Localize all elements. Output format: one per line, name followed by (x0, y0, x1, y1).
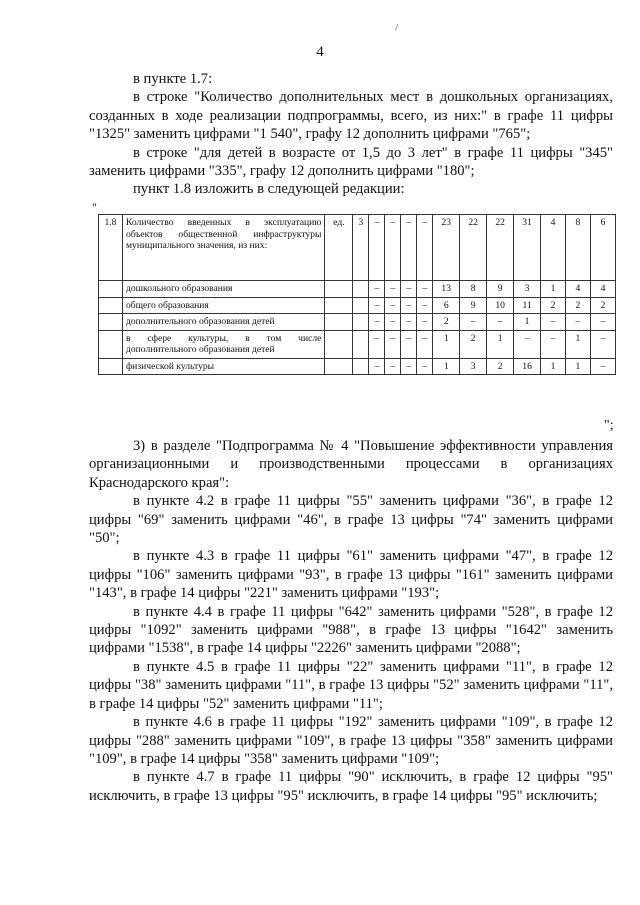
value-cell: 1 (565, 330, 590, 358)
indicator-table (98, 214, 616, 375)
value-cell: – (417, 281, 433, 298)
value-cell: – (369, 330, 385, 358)
value-cell: 9 (460, 297, 487, 314)
row-name: дополнительного образования детей (122, 314, 324, 331)
value-cell: 1 (433, 358, 460, 375)
value-cell: – (385, 330, 401, 358)
table-row (99, 215, 616, 281)
value-cell: – (385, 297, 401, 314)
value-cell: – (401, 297, 417, 314)
value-cell: 1 (487, 330, 514, 358)
body-paragraph: в пункте 4.5 в графе 11 цифры "22" заменить цифрами "11", в графе 12 цифры "38" заменить цифрами "11", в графе 13 цифры "52" заменить цифрами "11", в графе 14 цифры "52" заменить цифрами "11"; (89, 658, 613, 712)
value-cell: 3 (353, 215, 369, 281)
value-cell: – (369, 297, 385, 314)
value-cell: – (590, 314, 615, 331)
intro-paragraph: в пункте 1.7: (133, 71, 213, 87)
value-cell: 11 (514, 297, 541, 314)
row-name: общего образования (122, 297, 324, 314)
value-cell: 23 (433, 215, 460, 281)
quote-close: "; (604, 418, 614, 433)
value-cell: 4 (590, 281, 615, 298)
value-cell: 2 (460, 330, 487, 358)
table-row (99, 281, 616, 298)
value-cell: – (369, 215, 385, 281)
value-cell: – (417, 297, 433, 314)
value-cell: 6 (590, 215, 615, 281)
body-paragraph: в пункте 4.7 в графе 11 цифры "90" исключить, в графе 12 цифры "95" исключить, в графе 13 цифры "95" исключить, в графе 14 цифры "95" исключить; (89, 769, 613, 804)
scan-mark: / (395, 22, 399, 34)
body-paragraph: в пункте 4.6 в графе 11 цифры "192" заменить цифрами "109", в графе 12 цифры "288" заменить цифрами "109", в графе 13 цифры "358" заменить цифрами "109", в графе 14 цифры "358" заменить цифрами "109"; (89, 714, 613, 767)
value-cell: 1 (433, 330, 460, 358)
row-name: физической культуры (122, 358, 324, 375)
table-row (99, 330, 616, 358)
table-row (99, 358, 616, 375)
value-cell: – (385, 358, 401, 375)
value-cell: 13 (433, 281, 460, 298)
value-cell: 8 (460, 281, 487, 298)
value-cell: 3 (514, 281, 541, 298)
value-cell: 2 (541, 297, 566, 314)
value-cell: 4 (565, 281, 590, 298)
value-cell: 1 (541, 281, 566, 298)
intro-paragraph: в строке "для детей в возрасте от 1,5 до 3 лет" в графе 11 цифры "345" заменить цифрами "335", графу 12 дополнить цифрами "180"; (89, 144, 613, 180)
value-cell: 2 (565, 297, 590, 314)
intro-paragraph: пункт 1.8 изложить в следующей редакции: (133, 181, 405, 198)
unit-cell: ед. (325, 215, 353, 281)
value-cell: 4 (541, 215, 566, 281)
row-name: в сфере культуры, в том числе дополнительного образования детей (122, 330, 324, 358)
value-cell: – (514, 330, 541, 358)
value-cell: – (401, 314, 417, 331)
value-cell: – (590, 330, 615, 358)
row-number: 1.8 (99, 215, 123, 281)
value-cell: – (385, 281, 401, 298)
value-cell: 16 (514, 358, 541, 375)
row-name: дошкольного образования (122, 281, 324, 298)
row-name: Количество введенных в эксплуатацию объектов общественной инфраструктуры муниципального значения, из них: (122, 215, 324, 281)
intro-paragraph: в строке "Количество дополнительных мест в дошкольных организациях, созданных в ходе реализации подпрограммы, всего, из них:" в графе 11 цифры "1325" заменить цифрами "1 540", графу 12 дополнить цифрами "765"; (89, 89, 613, 143)
value-cell: 22 (460, 215, 487, 281)
value-cell: 1 (514, 314, 541, 331)
value-cell: – (417, 314, 433, 331)
value-cell: 8 (565, 215, 590, 281)
value-cell: 22 (487, 215, 514, 281)
body-paragraph: в пункте 4.4 в графе 11 цифры "642" заменить цифрами "528", в графе 12 цифры "1092" заменить цифрами "988", в графе 13 цифры "1642" заменить цифрами "1538", в графе 14 цифры "2226" заменить цифрами "2088"; (89, 603, 613, 657)
body-paragraph: в пункте 4.2 в графе 11 цифры "55" заменить цифрами "36", в графе 12 цифры "69" заменить цифрами "46", в графе 13 цифры "74" заменить цифрами "50"; (89, 493, 613, 547)
value-cell: 2 (433, 314, 460, 331)
value-cell: – (385, 314, 401, 331)
value-cell: – (460, 314, 487, 331)
value-cell: – (401, 330, 417, 358)
value-cell: 9 (487, 281, 514, 298)
value-cell: 6 (433, 297, 460, 314)
value-cell: – (369, 314, 385, 331)
value-cell: 1 (541, 358, 566, 375)
value-cell: – (590, 358, 615, 375)
value-cell: – (385, 215, 401, 281)
value-cell: 3 (460, 358, 487, 375)
value-cell: – (369, 281, 385, 298)
value-cell: – (417, 358, 433, 375)
value-cell: – (401, 281, 417, 298)
body-paragraph: 3) в разделе "Подпрограмма № 4 "Повышение эффективности управления организационными и производственными процессами в организациях Краснодарского края": (89, 438, 613, 491)
body-section (89, 437, 613, 805)
value-cell: – (565, 314, 590, 331)
table-row (99, 314, 616, 331)
value-cell: 1 (565, 358, 590, 375)
value-cell: 2 (590, 297, 615, 314)
value-cell: 10 (487, 297, 514, 314)
body-paragraph: в пункте 4.3 в графе 11 цифры "61" заменить цифрами "47", в графе 12 цифры "106" заменить цифрами "93", в графе 13 цифры "161" заменить цифрами "143", в графе 14 цифры "221" заменить цифрами "193"; (89, 548, 613, 602)
value-cell: – (541, 314, 566, 331)
value-cell: – (401, 215, 417, 281)
value-cell: – (541, 330, 566, 358)
value-cell: – (369, 358, 385, 375)
value-cell: – (417, 330, 433, 358)
value-cell: 2 (487, 358, 514, 375)
value-cell: – (401, 358, 417, 375)
value-cell: – (487, 314, 514, 331)
quote-open: " (92, 200, 97, 214)
value-cell: – (417, 215, 433, 281)
page-number: 4 (316, 44, 324, 60)
table-row (99, 297, 616, 314)
value-cell: 31 (514, 215, 541, 281)
intro-section (89, 70, 613, 199)
